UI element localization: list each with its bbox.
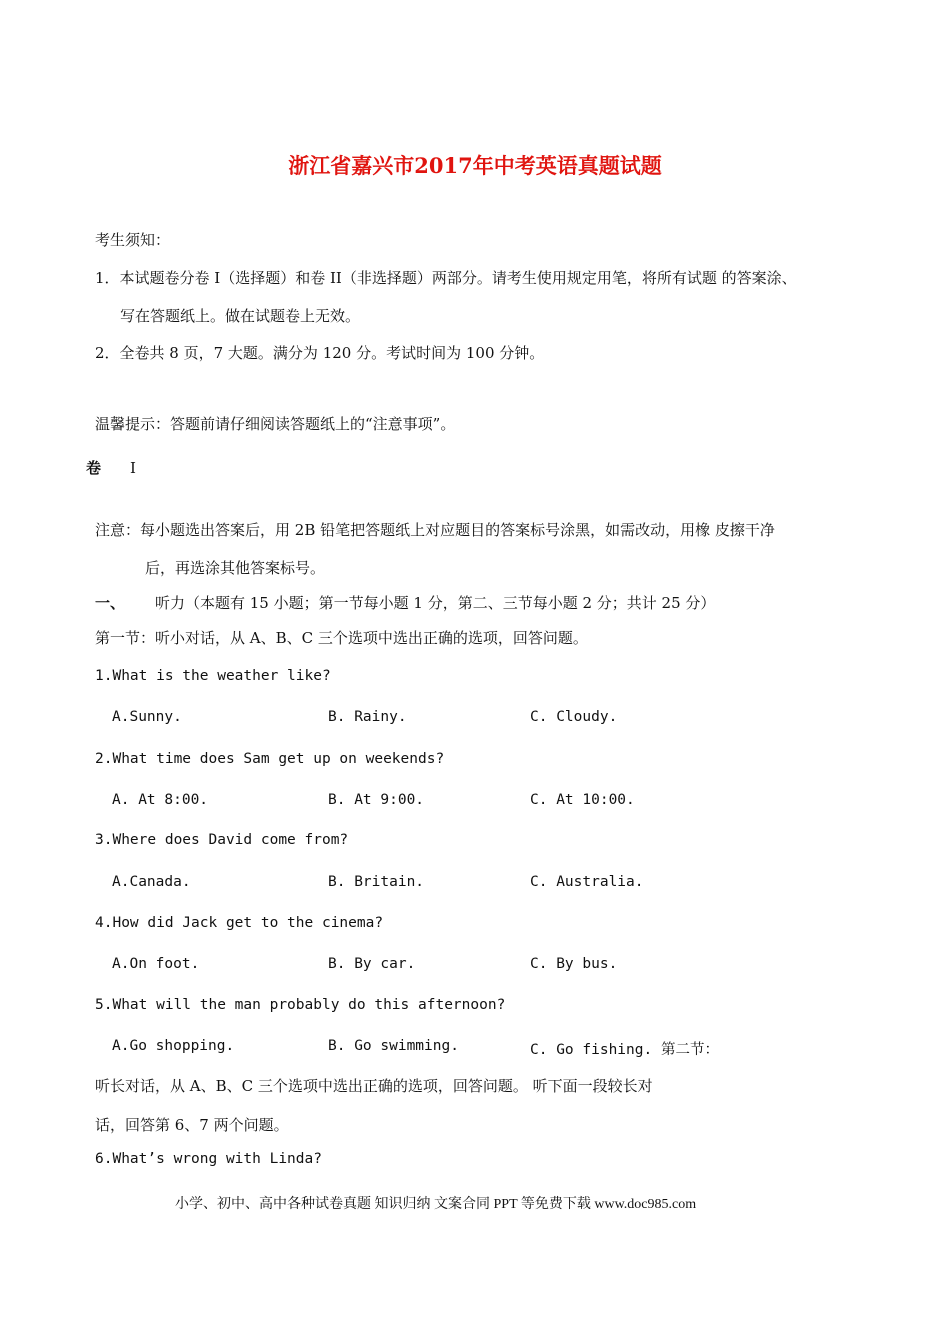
footer-text: 小学、初中、高中各种试卷真题 知识归纳 文案合同 PPT 等免费下载 www.doc985.com [175,1197,697,1212]
q1-option-c: C. Cloudy. [530,709,618,725]
question-5: 5.What will the man probably do this afternoon? [95,997,506,1013]
q4-option-b: B. By car. [328,956,416,972]
q1-option-b: B. Rainy. [328,709,407,725]
q3-option-b: B. Britain. [328,874,425,890]
q1-option-a: A.Sunny. [112,709,182,725]
q3-option-a: A.Canada. [112,874,191,890]
volume-number: I [130,459,136,477]
section-number: 一、 [95,594,126,612]
warm-tip: 温馨提示：答题前请仔细阅读答题纸上的“注意事项”。 [95,415,456,433]
q5-option-b: B. Go swimming. [328,1038,459,1054]
part1-intro: 第一节：听小对话，从 A、B、C 三个选项中选出正确的选项，回答问题。 [95,629,588,647]
notice-item-1: 1．本试题卷分卷 I（选择题）和卷 II（非选择题）两部分。请考生使用规定用笔，将所有试题 的答案涂、 [95,269,797,287]
notice-heading: 考生须知： [95,231,171,249]
volume-label: 卷 [86,459,102,477]
q5-option-a: A.Go shopping. [112,1038,235,1054]
q4-option-a: A.On foot. [112,956,200,972]
q5-option-c: C. Go fishing. 第二节： [530,1042,719,1058]
part2-intro-line-2: 话，回答第 6、7 两个问题。 [95,1116,289,1134]
q2-option-c: C. At 10:00. [530,792,635,808]
q4-option-c: C. By bus. [530,956,618,972]
question-3: 3.Where does David come from? [95,832,349,848]
section-heading: 听力（本题有 15 小题；第一节每小题 1 分，第二、三节每小题 2 分；共计 25 分） [155,594,716,612]
note-line-2: 后，再选涂其他答案标号。 [145,559,326,577]
question-1: 1.What is the weather like? [95,668,331,684]
q2-option-a: A. At 8:00. [112,792,209,808]
question-4: 4.How did Jack get to the cinema? [95,915,384,931]
page-title: 浙江省嘉兴市2017年中考英语真题试题 [288,153,662,178]
q3-option-c: C. Australia. [530,874,644,890]
notice-item-1-cont: 写在答题纸上。做在试题卷上无效。 [120,307,361,325]
question-2: 2.What time does Sam get up on weekends? [95,751,445,767]
note-line-1: 注意：每小题选出答案后，用 2B 铅笔把答题纸上对应题目的答案标号涂黑，如需改动，用橡 皮擦干净 [95,521,775,539]
part2-intro-line-1: 听长对话，从 A、B、C 三个选项中选出正确的选项，回答问题。 听下面一段较长对 [95,1077,653,1095]
q2-option-b: B. At 9:00. [328,792,425,808]
notice-item-2: 2．全卷共 8 页，7 大题。满分为 120 分。考试时间为 100 分钟。 [95,344,545,362]
question-6: 6.What’s wrong with Linda? [95,1151,322,1167]
